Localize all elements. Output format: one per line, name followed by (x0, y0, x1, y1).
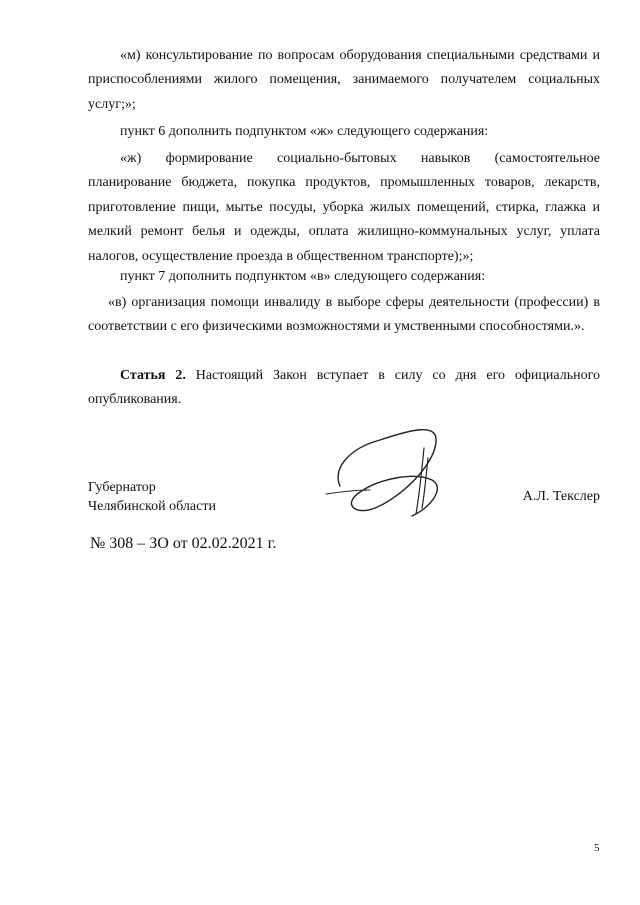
text-line: налогов, осуществление проезда в общественном транспорте);»; (88, 248, 474, 264)
paragraph-point-7 (88, 265, 600, 289)
text-line: «в) организация помощи инвалиду в выборе сферы деятельности (профессии) в (108, 295, 600, 310)
text-line: планирование бюджета, покупка продуктов, промышленных товаров, лекарств, (88, 175, 600, 191)
handwritten-signature (320, 408, 450, 538)
text-line: приспособлениями жилого помещения, занимаемого получателем социальных (88, 72, 600, 88)
signatory-title-line: Губернатор (88, 480, 156, 495)
article-text: Настоящий Закон вступает в силу со дня его официального (195, 368, 601, 383)
text-line: услуг;»; (88, 96, 136, 112)
article-2 (88, 364, 600, 413)
paragraph-v (88, 291, 600, 340)
text-line: пункт 7 дополнить подпунктом «в» следующего содержания: (120, 269, 486, 284)
law-number: № 308 – ЗО от 02.02.2021 г. (90, 535, 277, 552)
paragraph-zh (88, 147, 600, 269)
paragraph-point-6 (88, 120, 600, 144)
text-line: мелкий ремонт белья и одежды, оплата жилищно-коммунальных услуг, уплата (88, 224, 600, 240)
signatory-title-line: Челябинской области (88, 499, 216, 514)
text-line: «м) консультирование по вопросам оборудования специальными средствами и (120, 48, 600, 63)
article-label: Статья 2. (120, 368, 186, 383)
text-line: приготовление пищи, мытье посуды, уборка жилых помещений, стирка, глажка и (88, 199, 600, 215)
page-number: 5 (594, 842, 600, 854)
text-line: опубликования. (88, 392, 182, 408)
signatory-title (88, 478, 216, 516)
text-line: «ж) формирование социально-бытовых навыков (самостоятельное (120, 151, 600, 166)
text-line: соответствии с его физическими возможностями и умственными способностями.». (88, 319, 585, 335)
paragraph-m (88, 44, 600, 117)
text-line (88, 364, 600, 388)
text-line: пункт 6 дополнить подпунктом «ж» следующего содержания: (120, 124, 489, 139)
signatory-name: А.Л. Текслер (522, 489, 600, 504)
